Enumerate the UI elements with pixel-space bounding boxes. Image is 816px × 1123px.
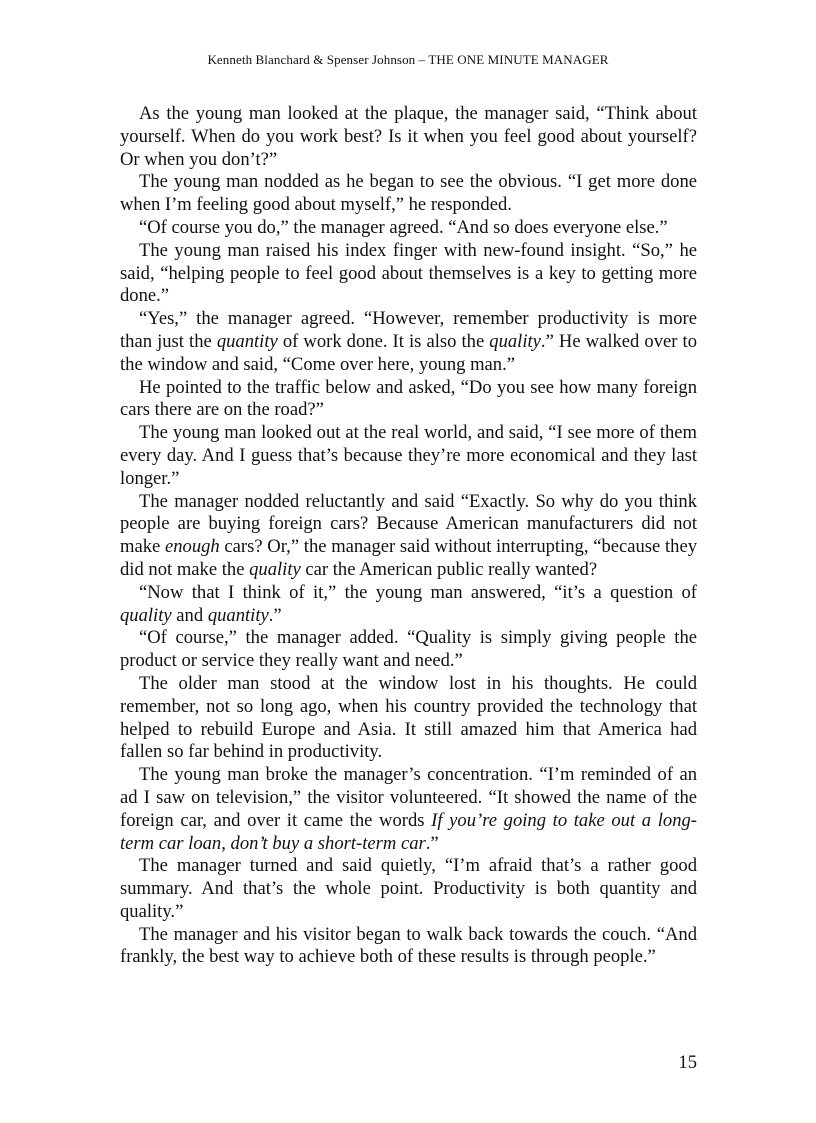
paragraph [120,491,697,582]
paragraph-text: .” He walked over to the window and said, “Come over here, young man.” [120,330,697,375]
body-text [120,103,697,969]
paragraph-text: of work done. It is also the [277,330,490,352]
emphasis-text: quantity [207,604,269,626]
paragraph-text: The manager and his visitor began to walk back towards the couch. “And frankly, the best way to achieve both of these results is through people.” [120,923,697,968]
paragraph [120,673,697,764]
paragraph [120,171,697,217]
emphasis-text: quality [489,330,541,352]
paragraph-text: The young man nodded as he began to see the obvious. “I get more done when I’m feeling good about myself,” he responded. [120,171,697,216]
paragraph-text: The older man stood at the window lost in his thoughts. He could remember, not so long ago, when his country provided the technology that helped to rebuild Europe and Asia. It still amazed him that America had fallen so far behind in productivity. [120,672,697,763]
paragraph [120,422,697,490]
paragraph-text: and [171,604,208,626]
paragraph-text: The manager nodded reluctantly and said “Exactly. So why do you think people are buying foreign cars? Because American manufacturers did not make [120,490,697,558]
paragraph-text: .” [268,604,282,626]
paragraph-text: “Now that I think of it,” the young man answered, “it’s a question of [139,581,697,603]
paragraph-text: “Yes,” the manager agreed. “However, remember productivity is more than just the [120,308,697,352]
paragraph [120,308,697,376]
paragraph-text: The manager turned and said quietly, “I’m afraid that’s a rather good summary. And that’s the whole point. Productivity is both quantity and quality.” [120,855,697,922]
paragraph [120,582,697,628]
emphasis-text: quality [120,604,172,626]
paragraph [120,924,697,970]
paragraph-text: “Of course,” the manager added. “Quality is simply giving people the product or service they really want and need.” [120,627,697,672]
paragraph-text: As the young man looked at the plaque, the manager said, “Think about yourself. When do you work best? Is it when you feel good about yourself? Or when you don’t?” [120,103,697,170]
paragraph [120,377,697,423]
paragraph-text: car the American public really wanted? [300,558,598,580]
paragraph-text: cars? Or,” the manager said without interrupting, “because they did not make the [120,536,697,580]
emphasis-text: quantity [216,330,278,352]
paragraph-text: The young man looked out at the real world, and said, “I see more of them every day. And I guess that’s because they’re more economical and they last longer.” [120,422,697,489]
emphasis-text: If you’re going to take out a long-term car loan, don’t buy a short-term car [120,809,698,854]
running-header: Kenneth Blanchard & Spenser Johnson – THE ONE MINUTE MANAGER [207,52,609,67]
paragraph-text: The young man broke the manager’s concentration. “I’m reminded of an ad I saw on television,” the visitor volunteered. “It showed the name of the foreign car, and over it came the words [120,764,697,831]
paragraph-text: .” [425,832,439,854]
paragraph [120,627,697,673]
emphasis-text: enough [164,536,220,558]
emphasis-text: quality [249,558,301,580]
paragraph-text: He pointed to the traffic below and asked, “Do you see how many foreign cars there are on the road?” [120,376,697,421]
paragraph-text: “Of course you do,” the manager agreed. “And so does everyone else.” [139,216,668,238]
paragraph [120,103,697,171]
paragraph-text: The young man raised his index finger with new-found insight. “So,” he said, “helping people to feel good about themselves is a key to getting more done.” [120,239,697,307]
paragraph [120,217,697,240]
page-number: 15 [678,1052,697,1073]
paragraph [120,764,697,855]
paragraph [120,855,697,923]
paragraph [120,240,697,308]
